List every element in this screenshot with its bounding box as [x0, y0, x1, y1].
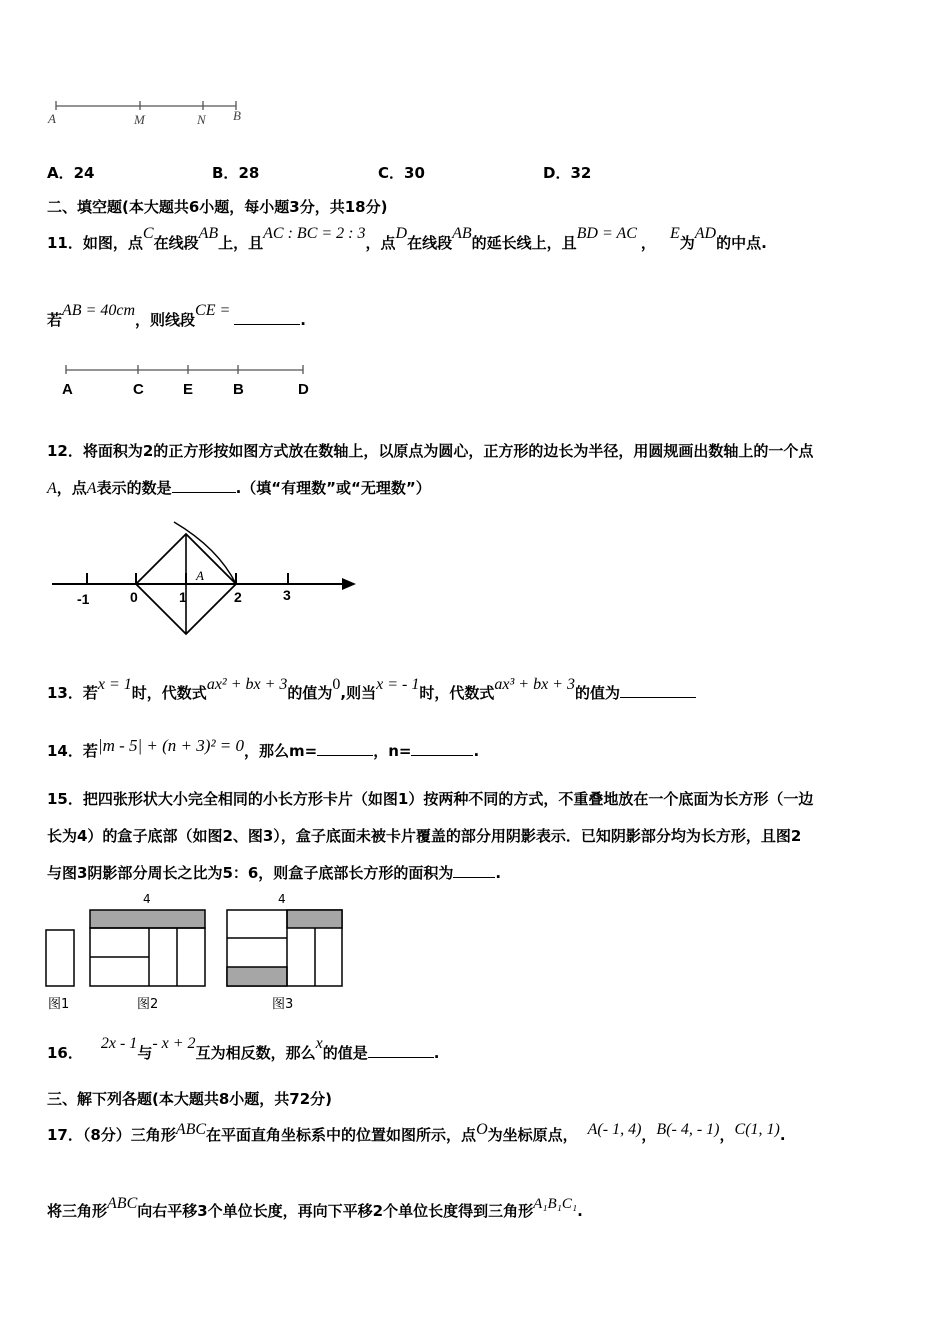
label-n: N — [197, 112, 206, 127]
answer-blank-12[interactable] — [172, 478, 236, 493]
answer-blank-11[interactable] — [234, 310, 300, 325]
label-e: E — [183, 381, 194, 398]
tick-label-1: 1 — [179, 589, 187, 605]
tick-label-2: 2 — [234, 589, 242, 605]
fig2-caption: 图2 — [137, 997, 159, 1012]
label-c: C — [133, 381, 144, 398]
number-line-square-figure — [50, 518, 360, 640]
fig1-caption: 图1 — [48, 997, 70, 1012]
question-16: 16．2x - 1与- x + 2互为相反数，那么x的值是 . — [47, 1035, 440, 1062]
answer-blank-13[interactable] — [620, 683, 696, 698]
option-d[interactable]: D．32 — [543, 164, 592, 182]
point-a-label: A — [196, 568, 204, 583]
label-m: M — [134, 112, 145, 127]
label-b: B — [233, 381, 244, 398]
question-15-line3: 与图3阴影部分周长之比为5：6，则盒子底部长方形的面积为 . — [47, 864, 502, 882]
question-15-line2: 长为4）的盒子底部（如图2、图3），盒子底面未被卡片覆盖的部分用阴影表示．已知阴影部分均为长方形，且图2 — [47, 827, 802, 845]
answer-blank-16[interactable] — [368, 1043, 434, 1058]
card-figures — [40, 888, 360, 1018]
answer-blank-14-m[interactable] — [317, 741, 373, 756]
label-d: D — [298, 381, 309, 398]
fig3-width-label: 4 — [278, 892, 286, 906]
question-11-line2: 若AB = 40cm，则线段CE =. — [47, 302, 306, 329]
question-11-line1: 11．如图，点C在线段AB上，且AC : BC = 2 : 3，点D在线段AB的延长线上，且BD = AC，E为AD的中点. — [47, 225, 767, 252]
section-3-title: 三、解下列各题(本大题共8小题，共72分) — [47, 1090, 333, 1108]
fig2-width-label: 4 — [143, 892, 151, 906]
segment-amnb-figure — [46, 98, 246, 130]
fig3-caption: 图3 — [272, 997, 294, 1012]
question-17-line1: 17．（8分）三角形ABC在平面直角坐标系中的位置如图所示，点O为坐标原点， A(- 1, 4)，B(- 4, - 1)，C(1, 1). — [47, 1121, 786, 1144]
option-a[interactable]: A．24 — [47, 164, 95, 182]
label-a: A — [62, 381, 73, 398]
option-b[interactable]: B．28 — [212, 164, 260, 182]
segment-acebd-figure — [58, 362, 318, 398]
question-13: 13．若x = 1时，代数式ax² + bx + 3的值为0,则当x = - 1时，代数式ax³ + bx + 3的值为 — [47, 682, 696, 703]
option-c[interactable]: C．30 — [378, 164, 425, 182]
answer-blank-15[interactable] — [453, 863, 495, 878]
section-2-title: 二、填空题(本大题共6小题，每小题3分，共18分) — [47, 198, 388, 216]
question-15-line1: 15．把四张形状大小完全相同的小长方形卡片（如图1）按两种不同的方式，不重叠地放在一个底面为长方形（一边 — [47, 790, 814, 808]
tick-label-0: 0 — [130, 589, 138, 605]
question-12-line2: A，点A表示的数是 .（填“有理数”或“无理数”） — [47, 479, 431, 497]
tick-label-3: 3 — [283, 587, 291, 603]
question-17-line2: 将三角形ABC向右平移3个单位长度，再向下平移2个单位长度得到三角形A₁B₁C₁. — [47, 1195, 583, 1220]
answer-blank-14-n[interactable] — [411, 741, 473, 756]
question-12-line1: 12．将面积为2的正方形按如图方式放在数轴上，以原点为圆心，正方形的边长为半径，用圆规画出数轴上的一个点 — [47, 442, 814, 460]
tick-label--1: -1 — [77, 591, 90, 607]
question-14: 14．若|m - 5| + (n + 3)² = 0，那么m= ，n= . — [47, 736, 480, 760]
label-b: B — [233, 108, 241, 123]
label-a: A — [48, 111, 56, 126]
